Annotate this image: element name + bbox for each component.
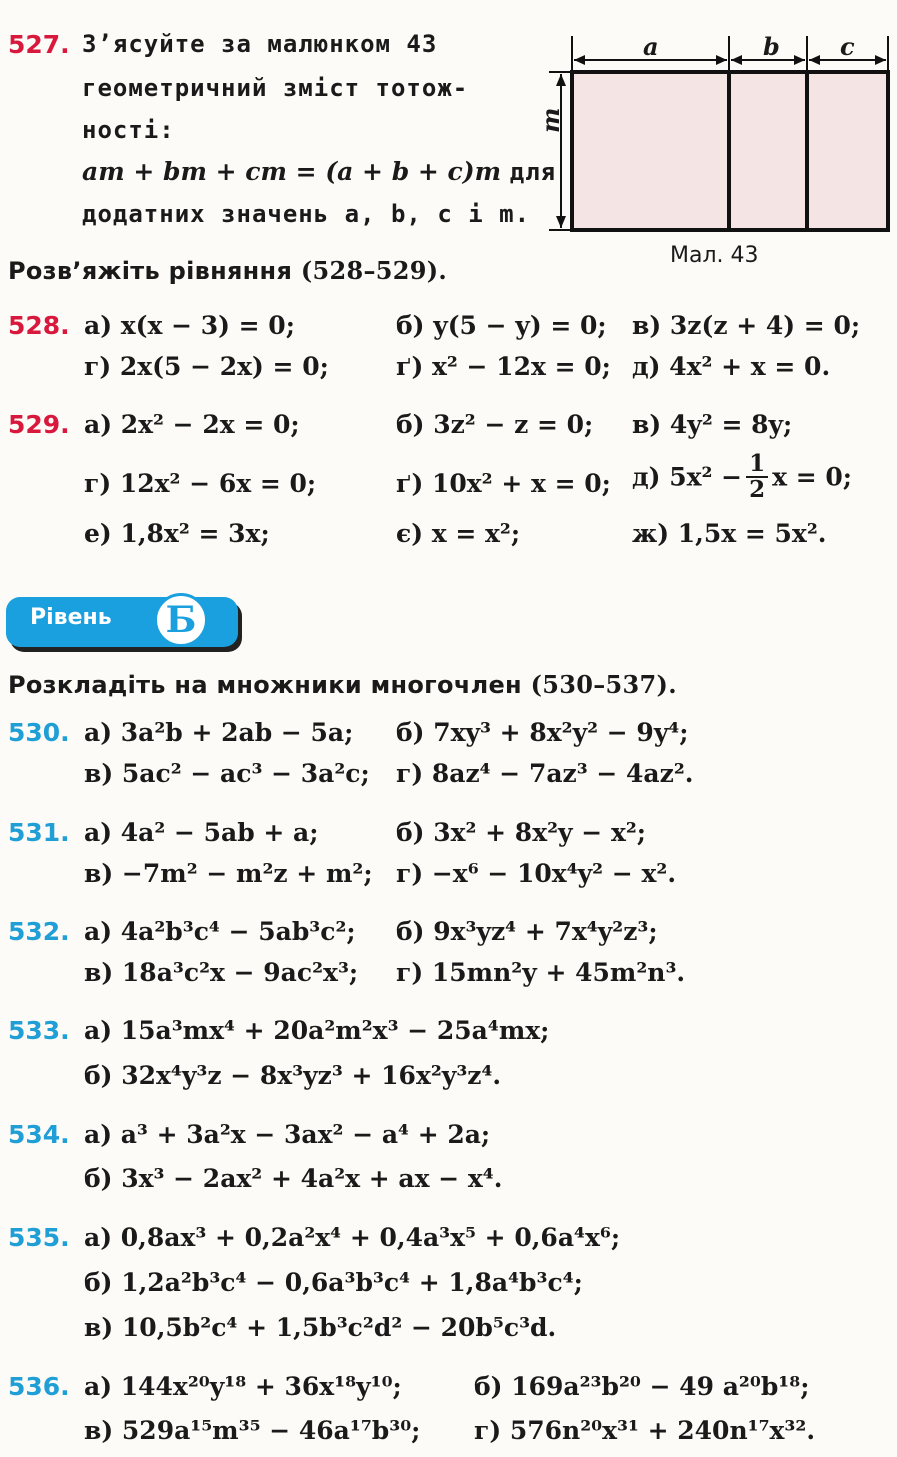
problem-530-item-g: г) 8az⁴ − 7az³ − 4az². [396,759,694,788]
problem-528-item-g: г) 2x(5 − 2x) = 0; [84,352,329,381]
level-letter: Б [154,593,208,647]
problem-527-identity-line [82,157,556,186]
problem-528-item-d: д) 4x² + x = 0. [632,352,831,381]
heading-range: (528–529). [300,256,448,285]
problem-528-item-g2: ґ) x² − 12x = 0; [396,352,611,381]
identity-formula: am + bm + cm = (a + b + c)m [82,157,502,186]
section-heading-equations [8,256,447,285]
identity-suffix: для [509,158,557,186]
problem-536-item-g: г) 576n²⁰x³¹ + 240n¹⁷x³². [474,1416,816,1445]
heading-range: (530–537). [530,670,677,699]
problem-536-number: 536. [8,1372,70,1401]
problem-528-item-a: а) x(x − 3) = 0; [84,311,295,340]
problem-534-item-b: б) 3x³ − 2ax² + 4a²x + ax − x⁴. [84,1164,503,1193]
figure-label-b: b [763,32,780,61]
problem-527-line-1: З’ясуйте за малюнком 43 [82,30,438,58]
problem-529-item-e: е) 1,8x² = 3x; [84,519,270,548]
figure-label-a: a [643,32,659,61]
problem-534-item-a: а) a³ + 3a²x − 3ax² − a⁴ + 2a; [84,1120,491,1149]
problem-531-item-a: а) 4a² − 5ab + a; [84,818,319,847]
problem-535-item-b: б) 1,2a²b³c⁴ − 0,6a³b³c⁴ + 1,8a⁴b³c⁴; [84,1268,583,1297]
problem-533-number: 533. [8,1016,70,1045]
problem-529-item-zh: ж) 1,5x = 5x². [632,519,827,548]
problem-535-item-v: в) 10,5b²c⁴ + 1,5b³c²d² − 20b⁵c³d. [84,1313,557,1342]
problem-532-item-b: б) 9x³yz⁴ + 7x⁴y²z³; [396,917,658,946]
problem-536-item-v: в) 529a¹⁵m³⁵ − 46a¹⁷b³⁰; [84,1416,421,1445]
problem-532-number: 532. [8,917,70,946]
problem-532-item-g: г) 15mn²y + 45m²n³. [396,958,686,987]
problem-529-item-ye: є) x = x²; [396,519,521,548]
section-heading-factor [8,670,677,699]
problem-536-item-b: б) 169a²³b²⁰ − 49 a²⁰b¹⁸; [474,1372,810,1401]
problem-530-item-a: а) 3a²b + 2ab − 5a; [84,718,354,747]
problem-529-number: 529. [8,410,70,439]
problem-531-item-g: г) −x⁶ − 10x⁴y² − x². [396,859,677,888]
heading-text: Розв’яжіть рівняння [8,257,293,285]
problem-528-item-v: в) 3z(z + 4) = 0; [632,311,861,340]
problem-531-number: 531. [8,818,70,847]
figure-label-m: m [536,107,565,133]
problem-529-item-g: г) 12x² − 6x = 0; [84,469,317,498]
level-label: Рівень [30,605,112,630]
heading-text: Розкладіть на множники многочлен [8,671,522,699]
figure-caption: Мал. 43 [670,243,759,268]
problem-531-item-v: в) −7m² − m²z + m²; [84,859,373,888]
problem-532-item-v: в) 18a³c²x − 9ac²x³; [84,958,359,987]
problem-535-item-a: а) 0,8ax³ + 0,2a²x⁴ + 0,4a³x⁵ + 0,6a⁴x⁶; [84,1223,621,1252]
figure-label-c: c [840,32,855,61]
problem-527-line-3: ності: [82,116,175,144]
problem-527-line-5: додатних значень a, b, c і m. [82,200,531,228]
problem-533-item-a: а) 15a³mx⁴ + 20a²m²x³ − 25a⁴mx; [84,1016,550,1045]
problem-530-item-v: в) 5ac² − ac³ − 3a²c; [84,759,370,788]
problem-536-item-a: а) 144x²⁰y¹⁸ + 36x¹⁸y¹⁰; [84,1372,402,1401]
problem-528-item-b: б) y(5 − y) = 0; [396,311,607,340]
problem-534-number: 534. [8,1120,70,1149]
problem-529-item-g2: ґ) 10x² + x = 0; [396,469,611,498]
problem-527-number: 527. [8,30,70,59]
problem-532-item-a: а) 4a²b³c⁴ − 5ab³c²; [84,917,356,946]
problem-529-item-b: б) 3z² − z = 0; [396,410,594,439]
problem-529-item-v: в) 4y² = 8y; [632,410,793,439]
problem-533-item-b: б) 32x⁴y³z − 8x³yz³ + 16x²y³z⁴. [84,1061,502,1090]
problem-529-item-d: д) 5x² − $\frac{1}{2}$ x = 0; [632,450,853,503]
problem-531-item-b: б) 3x² + 8x²y − x²; [396,818,647,847]
problem-528-number: 528. [8,311,70,340]
level-badge [6,597,238,647]
problem-530-item-b: б) 7xy³ + 8x²y² − 9y⁴; [396,718,689,747]
problem-529-item-a: а) 2x² − 2x = 0; [84,410,300,439]
problem-530-number: 530. [8,718,70,747]
problem-535-number: 535. [8,1223,70,1252]
fraction-one-half: $\frac{1}{2}$ [746,452,768,502]
problem-527-line-2: геометричний зміст тотож- [82,74,469,102]
